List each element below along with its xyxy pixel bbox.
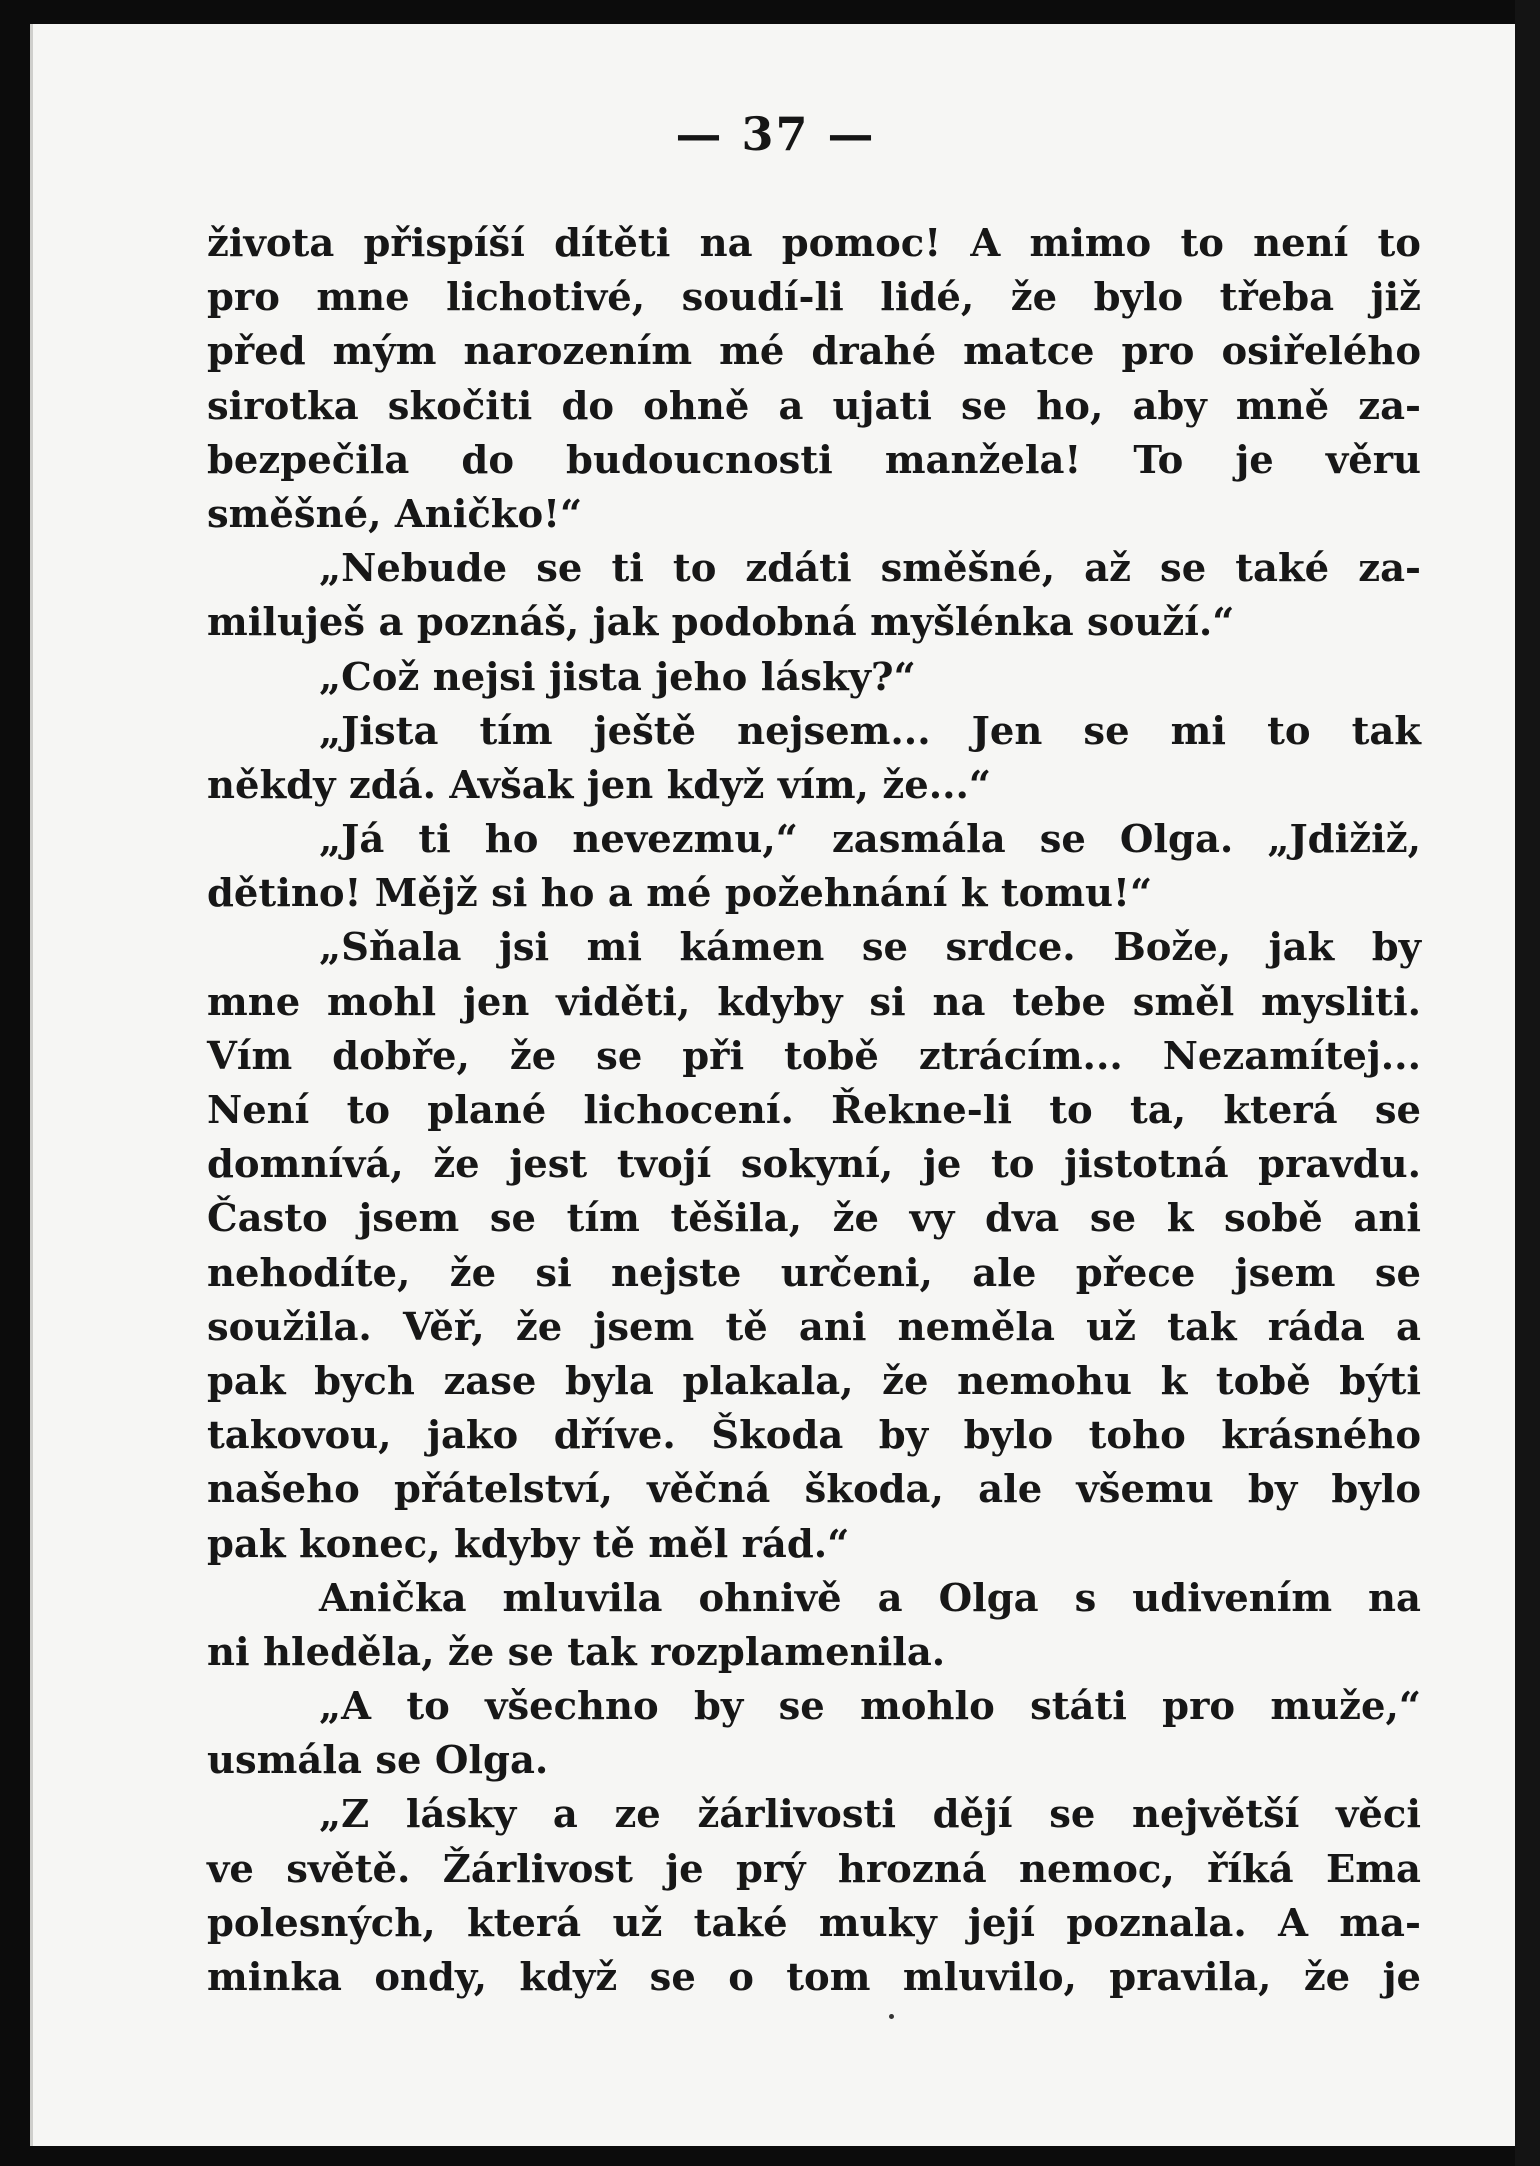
text-line: soužila. Věř, že jsem tě ani neměla už tak ráda a [207,1304,1421,1350]
text-line: směšné, Aničko!“ [207,491,583,537]
text-line: života přispíší dítěti na pomoc! A mimo to není to [207,221,1421,266]
text-line: pro mne lichotivé, soudí-li lidé, že bylo třeba již [207,275,1421,321]
text-line: Anička mluvila ohnivě a Olga s udivením na [319,1575,1421,1621]
text-line: nehodíte, že si nejste určeni, ale přece jsem se [207,1250,1421,1296]
text-line: mne mohl jen viděti, kdyby si na tebe směl mysliti. [207,979,1421,1025]
text-line: miluješ a poznáš, jak podobná myšlénka souží.“ [207,600,1235,646]
text-line: dětino! Mějž si ho a mé požehnání k tomu!“ [207,871,1153,917]
text-line: před mým narozením mé drahé matce pro osiřelého [207,329,1421,375]
text-line: domnívá, že jest tvojí sokyní, je to jistotná pravdu. [207,1142,1421,1188]
text-line: „Já ti ho nevezmu,“ zasmála se Olga. „Jdižiž, [319,817,1421,863]
text-line: polesných, která už také muky její poznala. A ma- [207,1900,1421,1946]
scan-border [1515,0,1540,2166]
text-line: Vím dobře, že se při tobě ztrácím... Nezamítej... [207,1033,1421,1079]
text-line: „Sňala jsi mi kámen se srdce. Bože, jak by [319,925,1421,971]
text-line: takovou, jako dříve. Škoda by bylo toho krásného [207,1413,1421,1459]
text-line: ni hleděla, že se tak rozplamenila. [207,1629,946,1675]
text-line: bezpečila do budoucnosti manžela! To je věru [207,437,1421,483]
book-page [30,24,1518,2146]
text-line: pak bych zase byla plakala, že nemohu k tobě býti [207,1358,1421,1404]
text-line: „Což nejsi jista jeho lásky?“ [319,654,916,700]
text-line: „Jista tím ještě nejsem... Jen se mi to tak [319,708,1421,754]
print-speck [889,2014,894,2019]
text-line: Není to plané lichocení. Řekne-li to ta, která se [207,1088,1421,1133]
text-line: našeho přátelství, věčná škoda, ale všemu by bylo [207,1467,1421,1513]
page-number: — 37 — [675,107,876,161]
text-line: „A to všechno by se mohlo státi pro muže,“ [319,1684,1421,1730]
text-line: někdy zdá. Avšak jen když vím, že...“ [207,762,992,808]
text-line: ve světě. Žárlivost je prý hrozná nemoc, říká Ema [207,1846,1421,1892]
text-line: sirotka skočiti do ohně a ujati se ho, aby mně za- [207,383,1421,429]
text-line: usmála se Olga. [207,1738,549,1784]
text-line: minka ondy, když se o tom mluvilo, pravila, že je [207,1955,1421,2000]
text-line: „Nebude se ti to zdáti směšné, až se také za- [319,546,1421,592]
body-text [207,217,1421,2005]
text-line: „Z lásky a ze žárlivosti dějí se největší věci [319,1792,1421,1838]
text-line: pak konec, kdyby tě měl rád.“ [207,1521,850,1567]
text-line: Často jsem se tím těšila, že vy dva se k sobě ani [207,1196,1421,1242]
